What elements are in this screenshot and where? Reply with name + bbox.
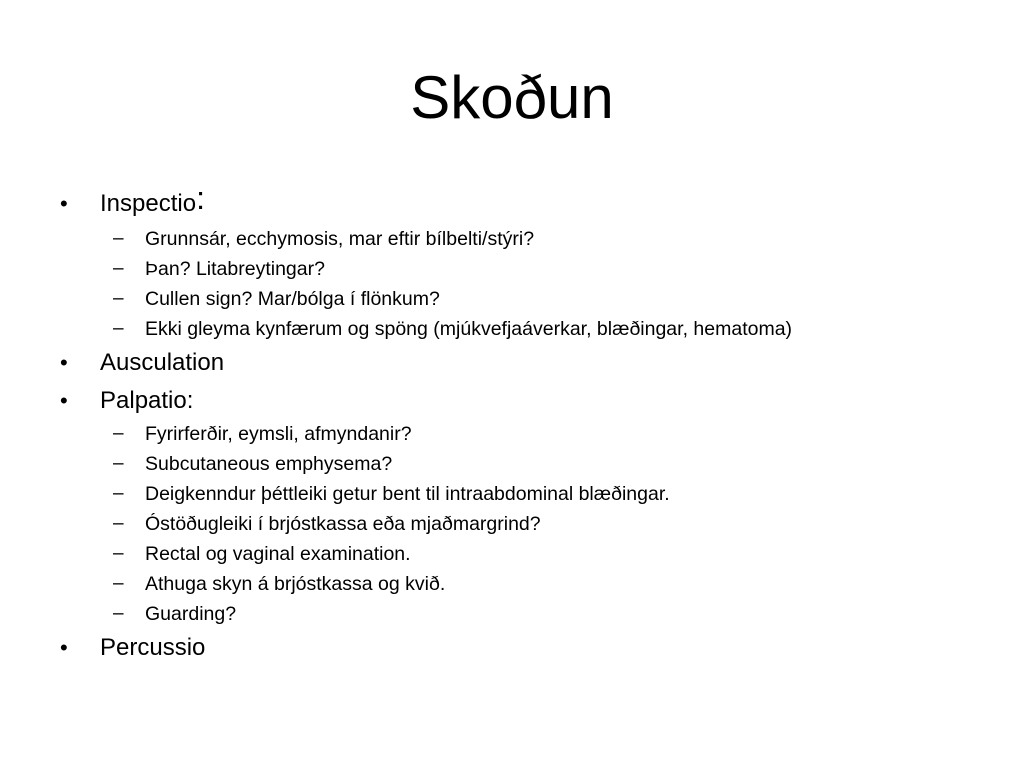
sub-bullet-text: Óstöðugleiki í brjóstkassa eða mjaðmargrind?	[145, 513, 541, 535]
bullet-palpatio	[0, 385, 1000, 417]
sub-bullet-text: Subcutaneous emphysema?	[145, 453, 393, 475]
dash-marker: –	[113, 423, 124, 444]
sub-bullet	[0, 600, 1000, 628]
bullet-marker: •	[60, 388, 68, 413]
dash-marker: –	[113, 483, 124, 504]
sub-bullet-text: Athuga skyn á brjóstkassa og kvið.	[145, 573, 446, 595]
sub-bullet-text: Deigkenndur þéttleiki getur bent til intraabdominal blæðingar.	[145, 483, 670, 505]
slide-title: Skoðun	[410, 64, 614, 131]
dash-marker: –	[113, 513, 124, 534]
sub-bullet-text: Grunnsár, ecchymosis, mar eftir bílbelti/stýri?	[145, 228, 535, 250]
bullet-inspectio	[0, 180, 1000, 220]
bullet-text: Palpatio:	[100, 387, 194, 414]
sub-bullet-text: Guarding?	[145, 603, 237, 625]
sub-bullet-text: Rectal og vaginal examination.	[145, 543, 411, 565]
bullet-percussio	[0, 632, 1000, 664]
sub-bullet	[0, 450, 1000, 478]
bullet-marker: •	[60, 191, 68, 216]
bullet-ausculation	[0, 347, 1000, 379]
sub-bullet	[0, 570, 1000, 598]
sub-bullet-text: Ekki gleyma kynfærum og spöng (mjúkvefjaáverkar, blæðingar, hematoma)	[145, 318, 793, 340]
sub-bullet	[0, 225, 1000, 253]
dash-marker: –	[113, 543, 124, 564]
sub-bullet	[0, 285, 1000, 313]
dash-marker: –	[113, 573, 124, 594]
dash-marker: –	[113, 318, 124, 339]
sub-bullet-text: Fyrirferðir, eymsli, afmyndanir?	[145, 423, 412, 445]
bullet-text: Percussio	[100, 634, 206, 661]
sub-bullet-text: Þan? Litabreytingar?	[145, 258, 325, 280]
dash-marker: –	[113, 453, 124, 474]
bullet-marker: •	[60, 635, 68, 660]
dash-marker: –	[113, 603, 124, 624]
sub-bullet	[0, 540, 1000, 568]
bullet-text: Inspectio:	[100, 180, 205, 217]
dash-marker: –	[113, 288, 124, 309]
sub-bullet	[0, 420, 1000, 448]
sub-bullet	[0, 255, 1000, 283]
sub-bullet	[0, 480, 1000, 508]
dash-marker: –	[113, 228, 124, 249]
bullet-marker: •	[60, 350, 68, 375]
sub-bullet-text: Cullen sign? Mar/bólga í flönkum?	[145, 288, 440, 310]
sub-bullet	[0, 510, 1000, 538]
sub-bullet	[0, 315, 1000, 343]
dash-marker: –	[113, 258, 124, 279]
bullet-text: Ausculation	[100, 349, 225, 376]
